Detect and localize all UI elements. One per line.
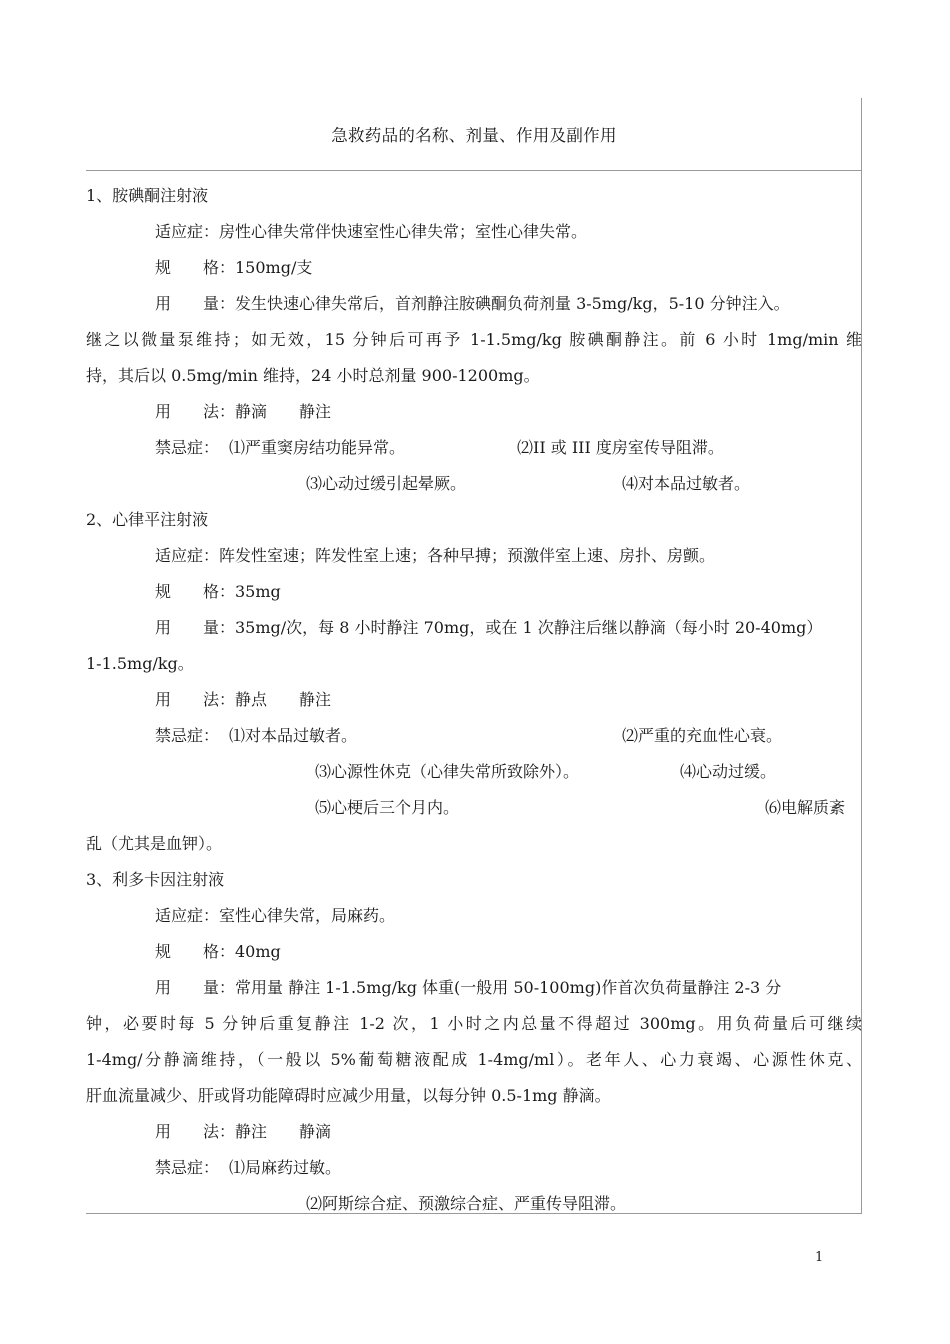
drug-usage: 用 法：静注 静滴: [155, 1122, 332, 1141]
drug-dosage: 用 量：发生快速心律失常后，首剂静注胺碘酮负荷剂量 3-5mg/kg，5-10 分钟注入。: [155, 294, 790, 313]
contra-item: ⑵阿斯综合症、预激综合症、严重传导阻滞。: [306, 1194, 627, 1213]
contra-item: ⑶心动过缓引起晕厥。: [306, 474, 467, 493]
drug-heading: 1、胺碘酮注射液: [86, 186, 209, 205]
drug-indication: 适应症：室性心律失常，局麻药。: [155, 906, 396, 925]
drug-dosage: 用 量：35mg/次，每 8 小时静注 70mg，或在 1 次静注后继以静滴（每小时 20-40mg）: [155, 618, 823, 637]
drug-spec: 规 格：40mg: [155, 942, 281, 961]
page-number: 1: [815, 1250, 824, 1265]
contra-item: ⑹电解质紊: [765, 798, 846, 817]
drug-dosage-cont: 肝血流量减少、肝或肾功能障碍时应减少用量，以每分钟 0.5-1mg 静滴。: [86, 1086, 611, 1105]
drug-heading: 2、心律平注射液: [86, 510, 209, 529]
drug-heading: 3、利多卡因注射液: [86, 870, 225, 889]
contra-item: ⑴局麻药过敏。: [229, 1158, 342, 1177]
drug-spec: 规 格：35mg: [155, 582, 281, 601]
drug-indication: 适应症：房性心律失常伴快速室性心律失常；室性心律失常。: [155, 222, 588, 241]
contra-item: ⑷对本品过敏者。: [622, 474, 751, 493]
drug-dosage-cont: 1-4mg/分静滴维持，（一般以 5%葡萄糖液配成 1-4mg/ml）。老年人、心力衰竭、心源性休克、: [86, 1050, 862, 1069]
drug-contra-label: 禁忌症：: [155, 726, 220, 745]
contra-item: ⑴对本品过敏者。: [229, 726, 358, 745]
drug-contra-label: 禁忌症：: [155, 438, 220, 457]
contra-item: ⑶心源性休克（心律失常所致除外）。: [315, 762, 580, 781]
page-title: 急救药品的名称、剂量、作用及副作用: [331, 126, 617, 145]
drug-spec: 规 格：150mg/支: [155, 258, 313, 277]
contra-item: ⑵II 或 III 度房室传导阻滞。: [517, 438, 724, 457]
drug-usage: 用 法：静点 静注: [155, 690, 332, 709]
right-border: [861, 98, 862, 1214]
contra-item: ⑴严重窦房结功能异常。: [229, 438, 406, 457]
contra-item-cont: 乱（尤其是血钾）。: [86, 834, 223, 853]
drug-usage: 用 法：静滴 静注: [155, 402, 332, 421]
drug-dosage-cont: 钟，必要时每 5 分钟后重复静注 1-2 次，1 小时之内总量不得超过 300mg。用负荷量后可继续: [86, 1014, 862, 1033]
drug-contra-label: 禁忌症：: [155, 1158, 220, 1177]
drug-dosage-cont: 持，其后以 0.5mg/min 维持，24 小时总剂量 900-1200mg。: [86, 366, 540, 385]
drug-dosage-cont: 1-1.5mg/kg。: [86, 654, 194, 673]
header-rule: [86, 170, 862, 171]
drug-indication: 适应症：阵发性室速；阵发性室上速；各种早搏；预激伴室上速、房扑、房颤。: [155, 546, 716, 565]
contra-item: ⑸心梗后三个月内。: [315, 798, 460, 817]
drug-dosage-cont: 继之以微量泵维持；如无效，15 分钟后可再予 1-1.5mg/kg 胺碘酮静注。前 6 小时 1mg/min 维: [86, 330, 862, 349]
drug-dosage: 用 量：常用量 静注 1-1.5mg/kg 体重(一般用 50-100mg)作首次负荷量静注 2-3 分: [155, 978, 782, 997]
contra-item: ⑷心动过缓。: [680, 762, 777, 781]
contra-item: ⑵严重的充血性心衰。: [622, 726, 783, 745]
